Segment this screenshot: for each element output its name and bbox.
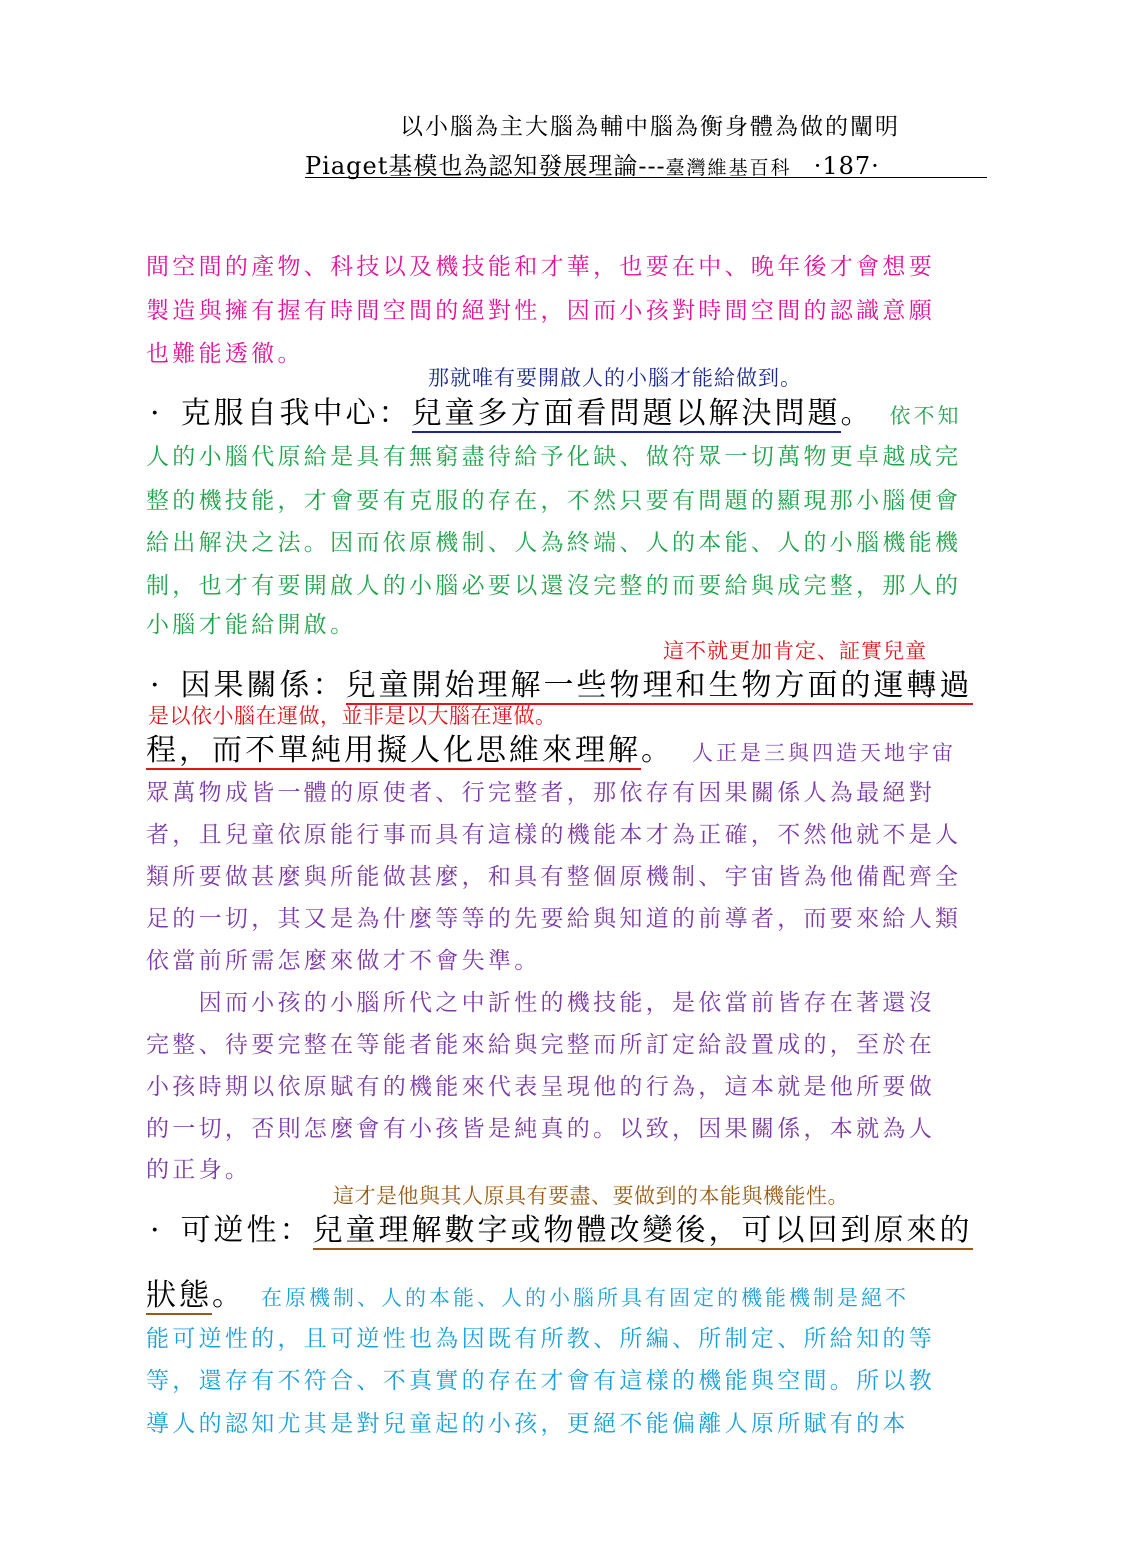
paragraph-line: 因而小孩的小腦所代之中訢性的機技能，是依當前皆存在著還沒 (146, 990, 935, 1016)
comment-line: 眾萬物成皆一體的原使者、行完整者，那依存有因果關係人為最絕對 (146, 780, 935, 806)
header-main-text: Piaget基模也為認知發展理論--- (305, 152, 666, 180)
bullet-heading (150, 660, 973, 704)
underlined-statement: 程，而不單純用擬人化思維來理解 (146, 733, 641, 768)
header-source: 臺灣維基百科 (665, 157, 792, 179)
header-rule (305, 177, 987, 178)
paragraph-line: 小孩時期以依原賦有的機能來代表呈現他的行為，這本就是他所要做 (146, 1074, 935, 1100)
comment-line: 類所要做甚麼與所能做甚麼，和具有整個原機制、宇宙皆為他備配齊全 (146, 864, 962, 890)
underlined-statement: 兒童理解數字或物體改變後，可以回到原來的 (312, 1213, 973, 1248)
comment-line: 能可逆性的，且可逆性也為因既有所教、所編、所制定、所給知的等 (146, 1326, 935, 1352)
comment-line: 者，且兒童依原能行事而具有這樣的機能本才為正確，不然他就不是人 (146, 822, 962, 848)
comment-line: 整的機技能，才會要有克服的存在，不然只要有問題的顯現那小腦便會 (146, 488, 962, 514)
annotation-note: 是以依小腦在運做，並非是以大腦在運做。 (148, 704, 557, 728)
annotation-note: 這不就更加肯定、証實兒童 (663, 639, 927, 663)
comment-line: 小腦才能給開啟。 (146, 612, 357, 638)
comment-start: 依不知 (889, 404, 962, 428)
page-number: ·187· (813, 152, 880, 180)
paragraph-line: 完整、待要完整在等能者能來給與完整而所訂定給設置成的，至於在 (146, 1032, 935, 1058)
heading-continuation (146, 725, 956, 769)
header-title: 以小腦為主大腦為輔中腦為衡身體為做的闡明 (400, 114, 900, 140)
comment-start: 在原機制、人的本能、人的小腦所具有固定的機能機制是絕不 (261, 1286, 909, 1310)
heading-continuation (146, 1270, 909, 1314)
paragraph-line: 的一切，否則怎麼會有小孩皆是純真的。以致，因果關係，本就為人 (146, 1116, 935, 1142)
bullet-label: 因果關係： (180, 668, 346, 703)
comment-line: 等，還存有不符合、不真實的存在才會有這樣的機能與空間。所以教 (146, 1368, 935, 1394)
statement-end: 。 (212, 1278, 245, 1313)
header-subtitle (305, 146, 880, 181)
underlined-statement: 兒童開始理解一些物理和生物方面的運轉過 (345, 668, 973, 703)
paragraph-line: 製造與擁有握有時間空間的絕對性，因而小孩對時間空間的認識意願 (146, 298, 935, 324)
underlined-statement: 兒童多方面看問題以解決問題 (411, 396, 841, 431)
bullet-label: 可逆性： (180, 1213, 313, 1248)
bullet-heading (150, 388, 962, 432)
comment-line: 導人的認知尤其是對兒童起的小孩，更絕不能偏離人原所賦有的本 (146, 1411, 909, 1437)
bullet-dot: · (150, 396, 163, 431)
bullet-dot: · (150, 668, 163, 703)
bullet-dot: · (150, 1213, 163, 1248)
paragraph-line: 的正身。 (146, 1157, 252, 1183)
comment-line: 制，也才有要開啟人的小腦必要以還沒完整的而要給與成完整，那人的 (146, 573, 962, 599)
paragraph-line: 也難能透徹。 (146, 341, 304, 367)
comment-line: 人的小腦代原給是具有無窮盡待給予化缺、做符眾一切萬物更卓越成完 (146, 444, 962, 470)
bullet-heading (150, 1205, 973, 1249)
annotation-note: 那就唯有要開啟人的小腦才能給做到。 (428, 366, 802, 390)
annotation-note: 這才是他與其人原具有要盡、要做到的本能與機能性。 (333, 1184, 849, 1208)
comment-start: 人正是三與四造天地宇宙 (692, 741, 956, 765)
statement-end: 。 (840, 396, 874, 431)
statement-end: 。 (641, 733, 674, 768)
underlined-statement: 狀態 (146, 1278, 212, 1313)
paragraph-line: 間空間的產物、科技以及機技能和才華，也要在中、晚年後才會想要 (146, 254, 935, 280)
comment-line: 依當前所需怎麼來做才不會失準。 (146, 948, 541, 974)
comment-line: 給出解決之法。因而依原機制、人為終端、人的本能、人的小腦機能機 (146, 530, 962, 556)
bullet-label: 克服自我中心： (180, 396, 412, 431)
comment-line: 足的一切，其又是為什麼等等的先要給與知道的前導者，而要來給人類 (146, 906, 962, 932)
